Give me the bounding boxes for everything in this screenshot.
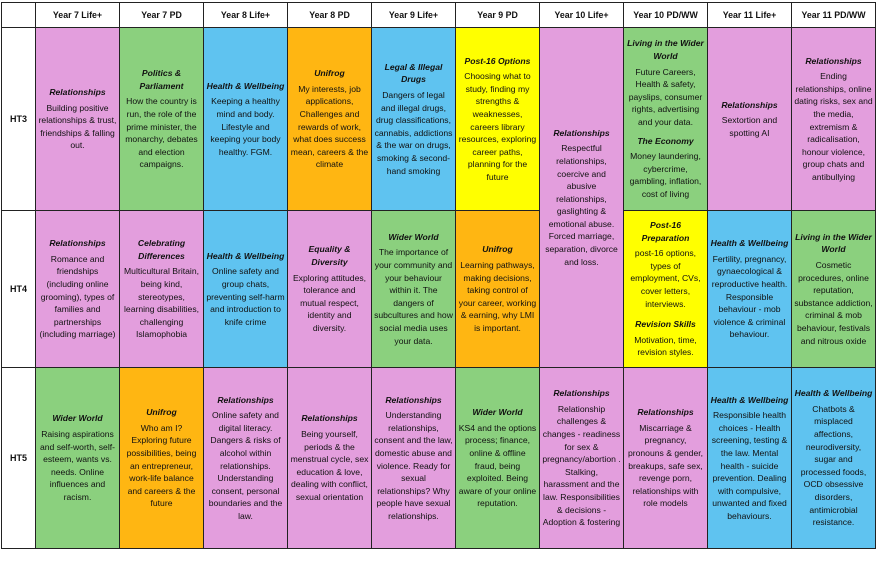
topic-title: Relationships [553,127,610,138]
topic-cell [708,211,792,368]
topic-title: Legal & Illegal Drugs [384,61,443,85]
topic-body: Cosmetic procedures, online reputation, substance addiction, criminal & mob behaviour, festivals and nitrous oxide [794,260,873,346]
topic-body-secondary: Money laundering, cybercrime, gambling, inflation, cost of living [629,151,702,199]
topic-title: Relationships [553,388,610,399]
topic-title: Relationships [385,394,442,405]
topic-body: My interests, job applications, Challenges and rewards of work, what does success mean, careers & the climate [290,83,369,170]
topic-cell [792,368,876,549]
topic-title: Unifrog [314,68,345,79]
topic-cell [456,368,540,549]
topic-body: Miscarriage & pregnancy, pronouns & gender, breakups, safe sex, revenge porn, relationships with role models [627,422,703,509]
topic-title: Celebrating Differences [137,238,186,261]
header-year9-life: Year 9 Life+ [372,3,456,28]
topic-body: Responsible health choices - Health screening, testing & the law. Mental health - suicide prevention. Dealing with compulsive, unwanted and fixed behaviours. [711,410,788,521]
topic-cell [120,211,204,368]
topic-cell [36,211,120,368]
topic-body: KS4 and the options process; finance, online & offline fraud, being exploited. Being aware of your online reputation. [458,422,537,509]
topic-cell [288,368,372,549]
topic-cell [540,28,624,368]
topic-title: Equality & Diversity [308,244,351,268]
topic-cell [624,211,708,368]
header-year8-pd: Year 8 PD [288,3,372,28]
topic-cell [792,211,876,368]
topic-body: Exploring attitudes, tolerance and mutual respect, identity and diversity. [292,272,367,333]
topic-title: Relationships [637,407,694,418]
topic-title: Health & Wellbeing [206,250,285,261]
topic-body: How the country is run, the role of the prime minister, the monarchy, debates and election campaigns. [125,96,198,170]
topic-title: Unifrog [146,407,177,418]
topic-title: Living in the Wider World [627,38,704,62]
topic-title: Relationships [301,413,358,424]
topic-body: Building positive relationships & trust, friendships & falling out. [38,102,117,151]
topic-body: Understanding relationships, consent and the law, domestic abuse and violence. Ready for sexual relationships? Why people have sexual relationships. [374,410,453,521]
topic-body: Future Careers, Health & safety, payslips, consumer rights, advertising and your data. [628,66,703,127]
topic-cell [288,211,372,368]
topic-title: Relationships [49,238,106,249]
topic-body: Chatbots & misplaced affections, neurodiversity, sugar and processed foods, OCD obsessive disorders, antimicrobial resistance. [800,403,867,528]
topic-cell [624,28,708,211]
topic-body: Ending relationships, online dating risks, sex and the media, extremism & radicalisation, honour violence, group chats and antibullying [794,71,873,182]
header-corner [2,3,36,28]
topic-cell [792,28,876,211]
topic-body: Online safety and group chats, preventing self-harm and introduction to knife crime [206,266,285,327]
topic-body: Choosing what to study, finding my strengths & weaknesses, careers library resources, exploring career paths, planning for the future [458,71,537,182]
topic-cell [372,28,456,211]
topic-cell [540,368,624,549]
topic-cell [456,211,540,368]
row-label: HT3 [2,28,36,211]
topic-title: Health & Wellbeing [206,80,285,91]
topic-title: Politics & Parliament [139,68,184,91]
topic-title: Post-16 Preparation [641,220,690,243]
header-year7-life: Year 7 Life+ [36,3,120,28]
topic-title: Health & Wellbeing [794,388,873,399]
topic-title: Wider World [472,407,523,418]
topic-cell [204,28,288,211]
header-year10-life: Year 10 Life+ [540,3,624,28]
topic-title: Post-16 Options [464,55,531,66]
topic-title: Relationships [49,87,106,98]
header-year11-pdww: Year 11 PD/WW [792,3,876,28]
topic-title: Health & Wellbeing [710,238,789,249]
header-year8-life: Year 8 Life+ [204,3,288,28]
topic-body-secondary: Motivation, time, revision styles. [634,334,697,358]
header-year7-pd: Year 7 PD [120,3,204,28]
topic-cell [372,368,456,549]
topic-body: Relationship challenges & changes - readiness for sex & pregnancy/abortion . Stalking, harassment and the law. Responsibilities & decisions - Adoption & fostering [542,403,621,528]
topic-cell [120,28,204,211]
topic-title: Health & Wellbeing [710,394,789,405]
table-row-ht3 [2,28,876,211]
topic-title: Wider World [52,413,103,424]
topic-body: Being yourself, periods & the menstrual cycle, sex education & love, dealing with conflict, sexual orientation [290,429,369,502]
header-year11-life: Year 11 Life+ [708,3,792,28]
row-label: HT4 [2,211,36,368]
topic-cell [36,368,120,549]
topic-title-secondary: Revision Skills [635,319,696,330]
topic-body: Online safety and digital literacy. Dangers & risks of alcohol within relationships. Understanding consent, personal boundaries and the law. [208,410,283,521]
topic-title: Relationships [217,394,274,405]
topic-body: Fertility, pregnancy, gynaecological & reproductive health. Responsible behaviour - mob violence & criminal behaviour. [711,253,788,340]
topic-body: Keeping a healthy mind and body. Lifestyle and keeping your body healthy. FGM. [210,96,281,157]
topic-cell [708,28,792,211]
topic-body: Multicultural Britain, being kind, stereotypes, learning disabilities, challenging Islamophobia [124,266,199,340]
curriculum-table [1,2,876,549]
header-year9-pd: Year 9 PD [456,3,540,28]
topic-title: Living in the Wider World [795,231,872,255]
topic-body: Who am I? Exploring future possibilities, being an entrepreneur, work-life balance and careers & the future [126,422,197,509]
topic-body: Sextortion and spotting AI [721,115,778,138]
topic-cell [204,368,288,549]
topic-title: Relationships [721,99,778,110]
topic-body: Raising aspirations and self-worth, self-esteem, wants vs. needs. Online influences and racism. [40,429,115,502]
header-year10-pdww: Year 10 PD/WW [624,3,708,28]
topic-body: Dangers of legal and illegal drugs, drug classifications, cannabis, addictions & the war on drugs, smoking & second-hand smoking [374,90,453,176]
topic-cell [624,368,708,549]
topic-body: Romance and friendships (including online grooming), types of families and partnerships (including marriage) [39,253,116,340]
topic-cell [372,211,456,368]
topic-body: The importance of your community and your behaviour within it. The dangers of subcultures and how social media uses your data. [374,247,453,346]
topic-body: Respectful relationships, coercive and abusive relationships, gaslighting & emotional abuse. Forced marriage, separation, divorce and loss. [545,143,618,267]
table-row-ht4 [2,211,876,368]
table-row-ht5 [2,368,876,549]
topic-cell [204,211,288,368]
topic-cell [456,28,540,211]
topic-title-secondary: The Economy [637,135,694,146]
header-row [2,3,876,28]
topic-cell [36,28,120,211]
topic-cell [120,368,204,549]
topic-title: Wider World [388,231,439,242]
row-label: HT5 [2,368,36,549]
topic-title: Relationships [805,55,862,66]
topic-cell [708,368,792,549]
topic-title: Unifrog [482,244,513,255]
topic-cell [288,28,372,211]
topic-body: Learning pathways, making decisions, taking control of your career, working & earning, why LMI is important. [458,260,537,333]
topic-body: post-16 options, types of employment, CVs, cover letters, interviews. [630,248,701,309]
